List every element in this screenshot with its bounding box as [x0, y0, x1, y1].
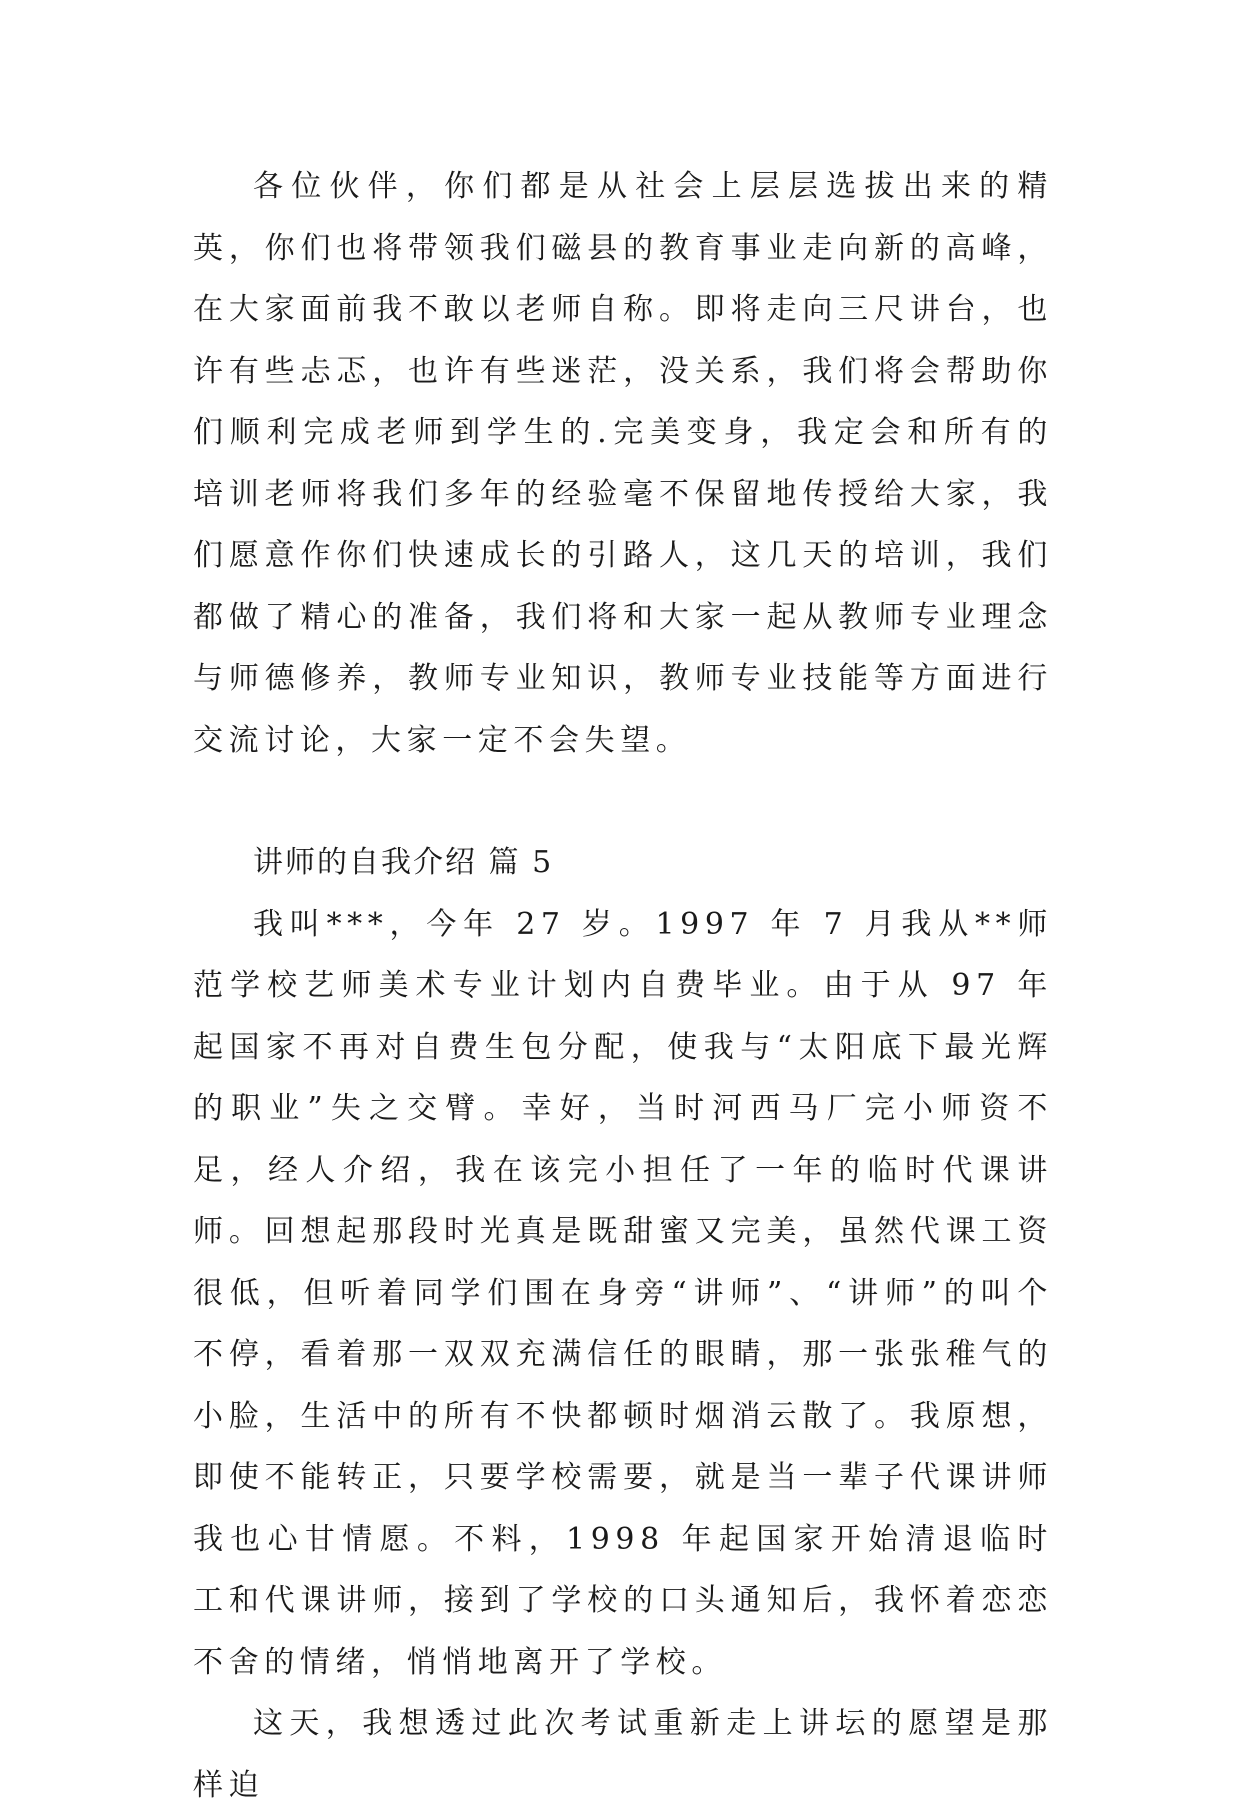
section-heading: 讲师的自我介绍 篇 5: [253, 845, 554, 880]
paragraph: 这天，我想透过此次考试重新走上讲坛的愿望是那样迫: [193, 1706, 1053, 1803]
section-spacer: [193, 771, 1053, 832]
document-body: [193, 156, 1053, 1816]
paragraph: 我叫***，今年 27 岁。1997 年 7 月我从**师范学校艺师美术专业计划内自费毕业。由于从 97 年起国家不再对自费生包分配，使我与“太阳底下最光辉的职业”失之交臂。幸好，当时河西马厂完小师资不足，经人介绍，我在该完小担任了一年的临时代课讲师。回想起那段时光真是既甜蜜又完美，虽然代课工资很低，但听着同学们围在身旁“讲师”、“讲师”的叫个不停，看着那一双双充满信任的眼睛，那一张张稚气的小脸，生活中的所有不快都顿时烟消云散了。我原想，即使不能转正，只要学校需要，就是当一辈子代课讲师我也心甘情愿。不料，1998 年起国家开始清退临时工和代课讲师，接到了学校的口头通知后，我怀着恋恋不舍的情绪，悄悄地离开了学校。: [193, 906, 1053, 1680]
paragraph: 各位伙伴，你们都是从社会上层层选拔出来的精英，你们也将带领我们磁县的教育事业走向新的高峰，在大家面前我不敢以老师自称。即将走向三尺讲台，也许有些忐忑，也许有些迷茫，没关系，我们将会帮助你们顺利完成老师到学生的.完美变身，我定会和所有的培训老师将我们多年的经验毫不保留地传授给大家，我们愿意作你们快速成长的引路人，这几天的培训，我们都做了精心的准备，我们将和大家一起从教师专业理念与师德修养，教师专业知识，教师专业技能等方面进行交流讨论，大家一定不会失望。: [193, 169, 1053, 758]
